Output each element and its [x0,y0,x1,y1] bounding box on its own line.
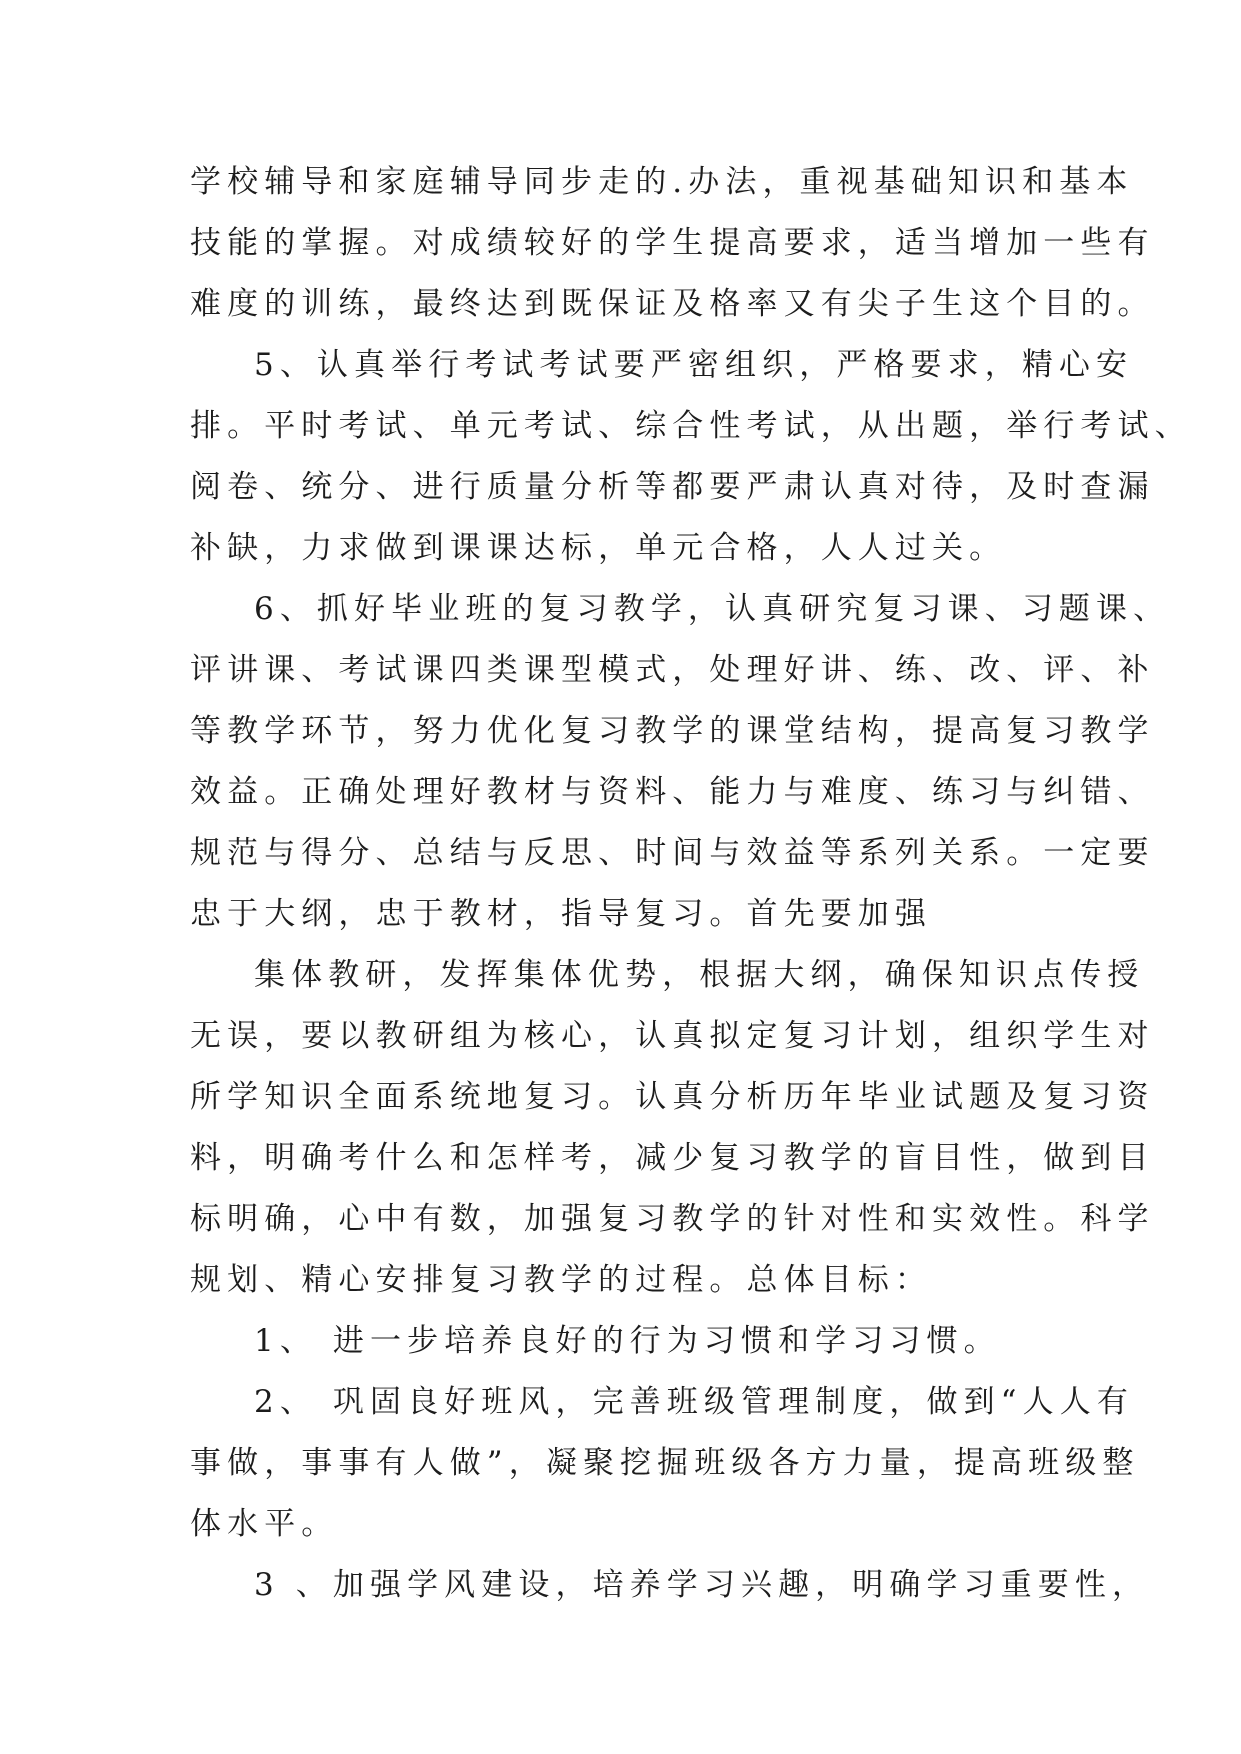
goal-item-1: 1、 进一步培养良好的行为习惯和学习习惯。 [254,1323,1001,1359]
text-line: 阅卷、统分、进行质量分析等都要严肃认真对待，及时查漏 [190,469,1155,505]
text-line: 事做，事事有人做”，凝聚挖掘班级各方力量，提高班级整 [190,1445,1140,1481]
text-line: 无误，要以教研组为核心，认真拟定复习计划，组织学生对 [190,1018,1155,1054]
text-line: 补缺，力求做到课课达标，单元合格，人人过关。 [190,530,1007,566]
text-line: 难度的训练，最终达到既保证及格率又有尖子生这个目的。 [190,286,1155,322]
text-line: 评讲课、考试课四类课型模式，处理好讲、练、改、评、补 [190,652,1155,688]
text-line: 规划、精心安排复习教学的过程。总体目标： [190,1262,932,1298]
text-line: 学校辅导和家庭辅导同步走的.办法，重视基础知识和基本 [190,164,1134,200]
text-line: 规范与得分、总结与反思、时间与效益等系列关系。一定要 [190,835,1155,871]
text-line: 忠于大纲，忠于教材，指导复习。首先要加强 [190,896,932,932]
text-line: 技能的掌握。对成绩较好的学生提高要求，适当增加一些有 [190,225,1155,261]
paragraph-start-line: 6、抓好毕业班的复习教学，认真研究复习课、习题课、 [254,591,1171,627]
text-line: 等教学环节，努力优化复习教学的课堂结构，提高复习教学 [190,713,1155,749]
paragraph-start-line: 5、认真举行考试考试要严密组织，严格要求，精心安 [254,347,1134,383]
goal-item-3: 3 、加强学风建设，培养学习兴趣，明确学习重要性， [254,1567,1150,1603]
text-line: 效益。正确处理好教材与资料、能力与难度、练习与纠错、 [190,774,1155,810]
text-line: 排。平时考试、单元考试、综合性考试，从出题，举行考试、 [190,408,1192,444]
text-line: 所学知识全面系统地复习。认真分析历年毕业试题及复习资 [190,1079,1155,1115]
body-text [190,152,1192,1616]
text-line: 料，明确考什么和怎样考，减少复习教学的盲目性，做到目 [190,1140,1155,1176]
paragraph-start-line: 集体教研，发挥集体优势，根据大纲，确保知识点传授 [254,957,1145,993]
text-line: 标明确，心中有数，加强复习教学的针对性和实效性。科学 [190,1201,1155,1237]
text-line: 体水平。 [190,1506,339,1542]
goal-item-2: 2、 巩固良好班风，完善班级管理制度，做到“人人有 [254,1384,1134,1420]
